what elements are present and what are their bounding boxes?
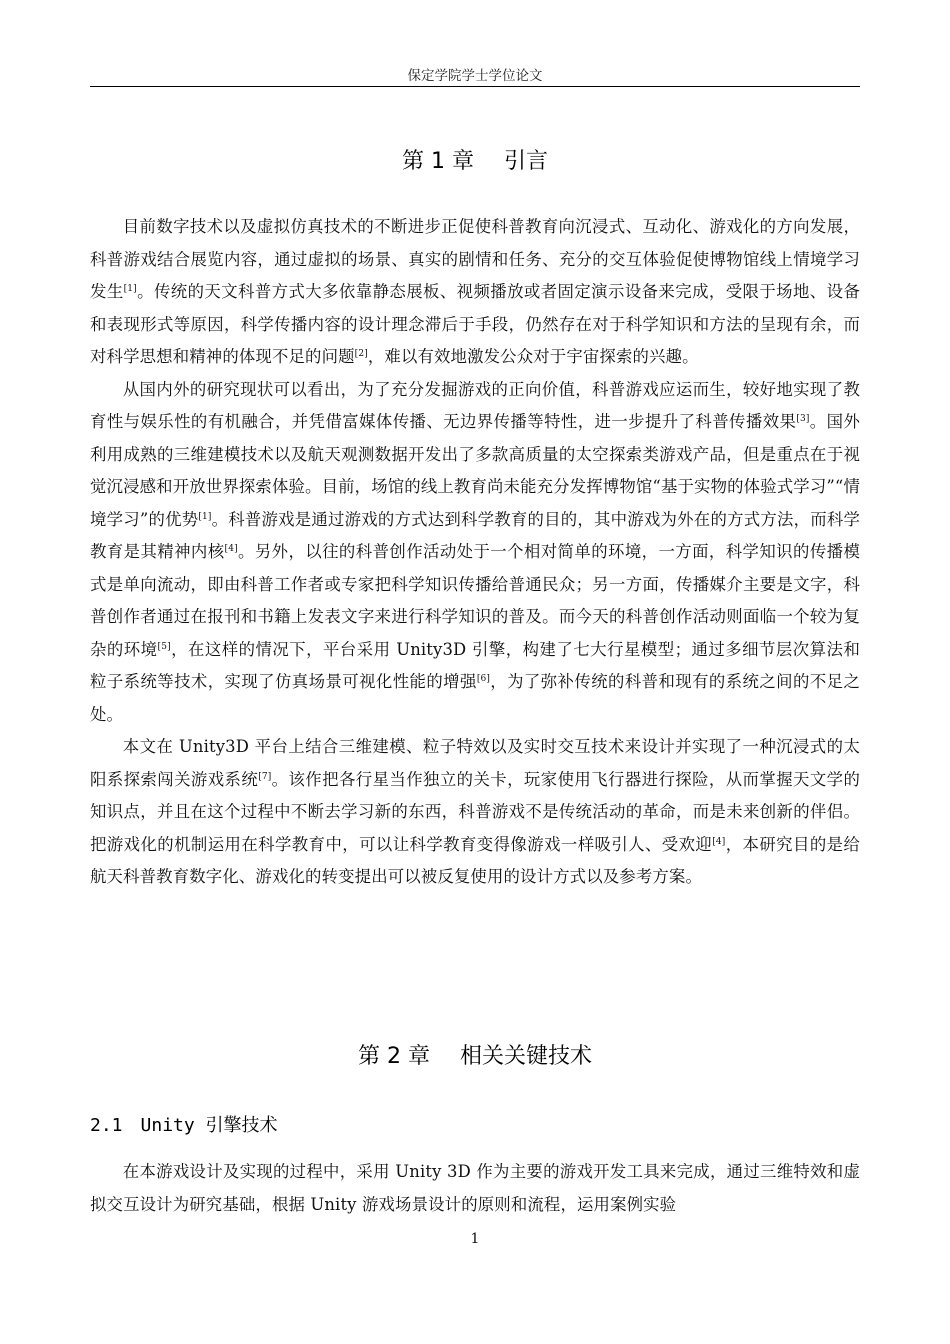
citation-ref: [2] xyxy=(354,349,368,359)
paragraph-text: 。该作把各行星当作独立的关卡，玩家使用飞行器进行探险，从而掌握天文学的知识点，并且在这个过程中不断去学习新的东西，科普游戏不是传统活动的革命，而是未来创新的伴侣。把游戏化的机制运用在科学教育中，可以让科学教育变得像游戏一样吸引人、受欢迎 xyxy=(90,769,861,854)
paragraph-text: 。国外利用成熟的三维建模技术以及航天观测数据开发出了多款高质量的太空探索类游戏产品，但是重点在于视觉沉浸感和开放世界探索体验。目前，场馆的线上教育尚未能充分发挥博物馆“基于实物的体验式学习”“情境学习”的优势 xyxy=(90,412,860,529)
citation-ref: [1] xyxy=(198,511,212,522)
citation-ref: [3] xyxy=(796,414,810,424)
section-title-latin: Unity xyxy=(140,1115,195,1136)
paragraph-text: 从国内外的研究现状可以看出，为了充分发掘游戏的正向价值，科普游戏应运而生，较好地实现了教育性与娱乐性的有机融合，并凭借富媒体传播、无边界传播等特性，进一步提升了科普传播效果 xyxy=(90,379,860,431)
chapter-2-number: 第 2 章 xyxy=(358,1044,430,1069)
chapter-1-number: 第 1 章 xyxy=(402,149,474,174)
page-number: 1 xyxy=(470,1231,480,1247)
chapter-2-heading xyxy=(90,1042,860,1072)
paragraph-text: ，在这样的情况下，平台采用 Unity3D 引擎，构建了七大行星模型；通过多细节层次算法和粒子系统等技术，实现了仿真场景可视化性能的增强 xyxy=(90,639,860,691)
paragraph-text: 。另外，以往的科普创作活动处于一个相对简单的环境，一方面，科学知识的传播模式是单向流动，即由科普工作者或专家把科学知识传播给普通民众；另一方面，传播媒介主要是文字，科普创作者通过在报刊和书籍上发表文字来进行科学知识的普及。而今天的科普创作活动则面临一个较为复杂的环境 xyxy=(90,542,860,659)
running-header: 保定学院学士学位论文 xyxy=(407,68,543,84)
paragraph xyxy=(90,374,860,732)
citation-ref: [6] xyxy=(476,674,491,684)
section-number: 2.1 xyxy=(90,1115,123,1136)
citation-ref: [7] xyxy=(258,771,272,782)
citation-ref: [1] xyxy=(123,284,137,294)
citation-ref: [4] xyxy=(224,544,238,554)
paragraph-text: ，难以有效地激发公众对于宇宙探索的兴趣。 xyxy=(367,347,699,366)
chapter-1-title: 引言 xyxy=(503,149,548,174)
paragraph-text: 。传统的天文科普方式大多依靠静态展板、视频播放或者固定演示设备来完成，受限于场地、设备和表现形式等原因，科学传播内容的设计理念滞后于手段，仍然存在对于科学知识和方法的呈现有余，而对科学思想和精神的体现不足的问题 xyxy=(90,282,860,366)
paragraph-text: ，本研究目的是给航天科普教育数字化、游戏化的转变提出可以被反复使用的设计方式以及参考方案。 xyxy=(90,834,860,886)
citation-ref: [5] xyxy=(157,641,171,652)
chapter-2-title: 相关关键技术 xyxy=(459,1044,592,1069)
section-2-1-heading xyxy=(90,1112,860,1140)
paragraph xyxy=(90,731,860,894)
paragraph-text: 本文在 Unity3D 平台上结合三维建模、粒子特效以及实时交互技术来设计并实现了一种沉浸式的太阳系探索闯关游戏系统 xyxy=(90,737,860,789)
chapter-1-body xyxy=(90,211,860,894)
paragraph-text: 目前数字技术以及虚拟仿真技术的不断进步正促使科普教育向沉浸式、互动化、游戏化的方向发展，科普游戏结合展览内容，通过虚拟的场景、真实的剧情和任务、充分的交互体验促使博物馆线上情境学习发生 xyxy=(90,217,860,301)
citation-ref: [4] xyxy=(712,836,726,847)
paragraph-text: ，为了弥补传统的科普和现有的系统之间的不足之处。 xyxy=(90,672,860,724)
paragraph xyxy=(90,211,860,374)
paragraph xyxy=(90,1156,860,1221)
chapter-2-body xyxy=(90,1156,860,1221)
paragraph-text: 。科普游戏是通过游戏的方式达到科学教育的目的，其中游戏为外在的方式方法，而科学教育是其精神内核 xyxy=(90,509,860,561)
header-rule xyxy=(90,86,860,87)
chapter-1-heading xyxy=(90,147,860,177)
section-title-cjk: 引擎技术 xyxy=(205,1115,278,1136)
paragraph-text: 在本游戏设计及实现的过程中，采用 Unity 3D 作为主要的游戏开发工具来完成，通过三维特效和虚拟交互设计为研究基础，根据 Unity 游戏场景设计的原则和流程，运用案例实验 xyxy=(90,1162,860,1214)
